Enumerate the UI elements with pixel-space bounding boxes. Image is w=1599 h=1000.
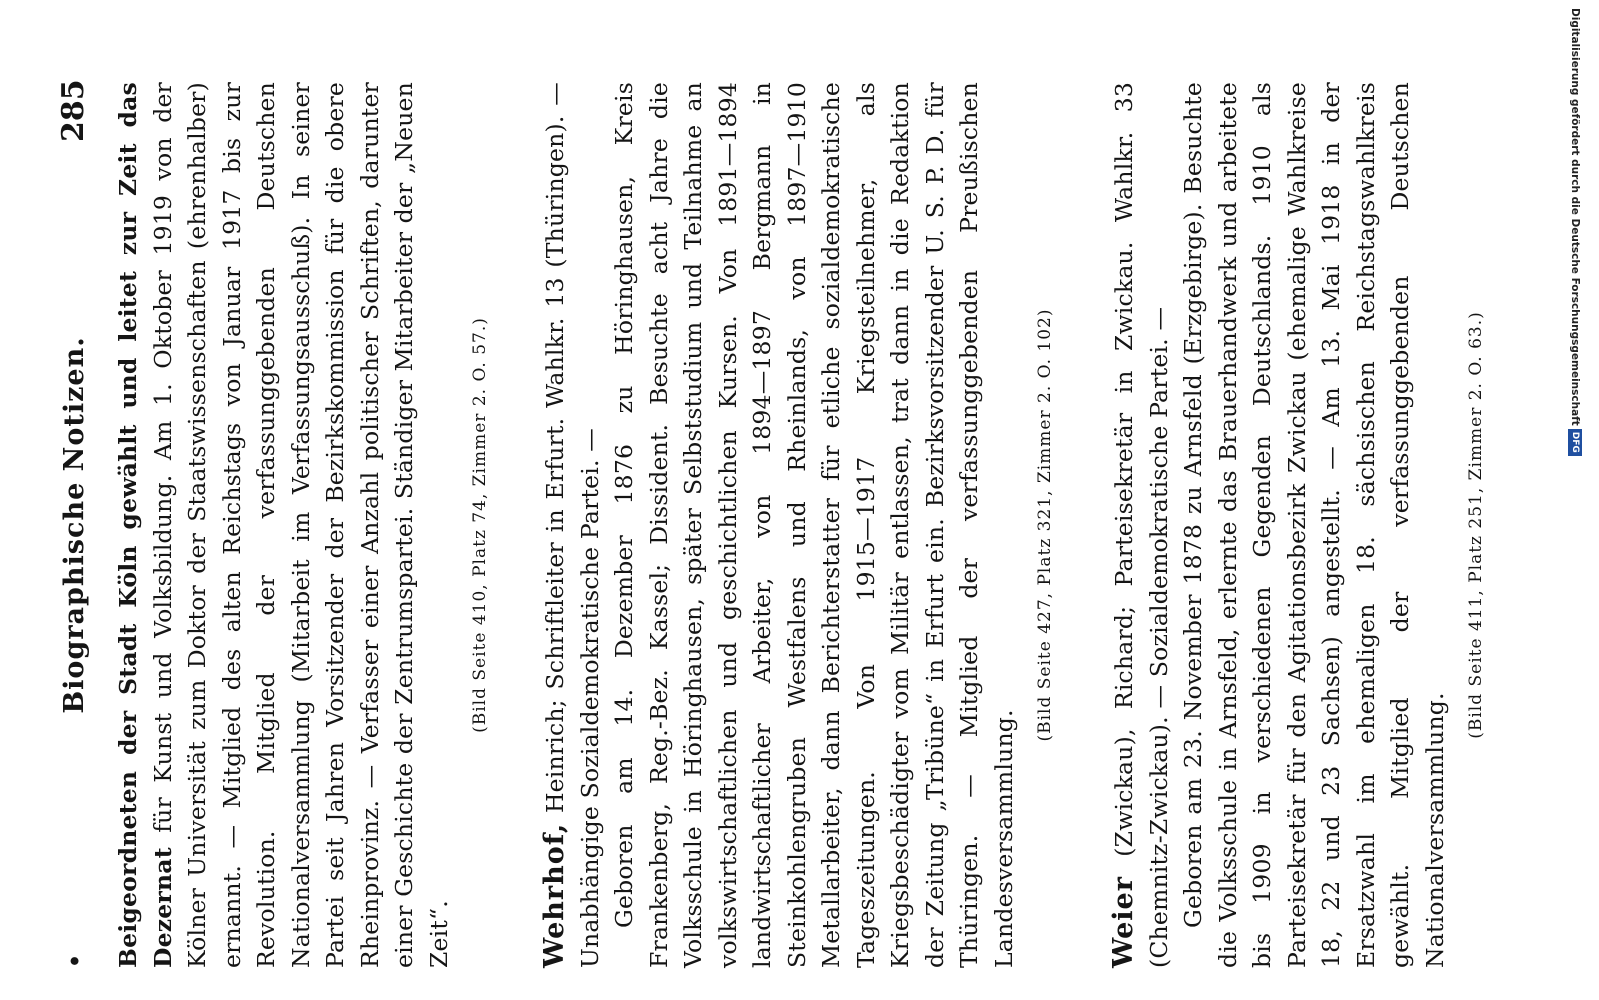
page-title: Biographische Notizen.	[59, 336, 90, 714]
page-number: 285	[56, 79, 91, 143]
entry-paragraph	[111, 82, 456, 968]
biography-entry-weier	[1107, 82, 1486, 968]
entry-body: für Kunst und Volksbildung. Am 1. Oktober 1919 von der Kölner Universität zum Doktor der Staatswissenschaften (ehrenhalber) ernannt. — Mitglied des alten Reichstags von Januar 1917 bis zur Revolution. Mitglied der verfassunggebenden Deutschen Nationalversammlung (Mitarbeit im Verfassungsausschuß). In seiner Partei seit Jahren Vorsitzender der Bezirkskommission für die obere Rheinprovinz. — Verfasser einer Anzahl politischer Schriften, darunter einer Geschichte der Zentrumspartei. Ständiger Mitarbeiter der „Neuen Zeit“.	[148, 82, 453, 968]
entry-intro: (Zwickau), Richard; Parteisekretär in Zwickau. Wahlkr. 33 (Chemnitz-Zwickau). — Sozialdemokratische Partei. —	[1110, 81, 1173, 968]
page-header	[56, 79, 91, 968]
digitization-credit-text	[1565, 8, 1585, 988]
biography-entry-wehrhof	[538, 82, 1055, 968]
entry-heading	[538, 82, 607, 968]
entry-lead: Beigeordneten der Stadt Köln gewählt und leitet zur Zeit das Dezernat	[114, 82, 177, 968]
entry-name: Weier	[1108, 876, 1139, 968]
credit-text: Digitalisierung gefördert durch die Deutsche Forschungsgemeinschaft	[1569, 8, 1581, 426]
entry-heading	[1107, 82, 1176, 968]
biography-entry-continued	[111, 82, 490, 968]
entry-body: Geboren am 14. Dezember 1876 zu Höringhausen, Kreis Frankenberg, Reg.-Bez. Kassel; Dissident. Besuchte acht Jahre die Volksschule in Höringhausen, später Selbststudium und Teilnahme an volkswirtschaftlichen und geschichtlichen Kursen. Von 1891—1894 landwirtschaftlicher Arbeiter, von 1894—1897 Bergmann in Steinkohlengruben Westfalens und Rheinlands, von 1897—1910 Metallarbeiter, dann Berichterstatter für etliche sozialdemokratische Tageszeitungen. Von 1915—1917 Kriegsteilnehmer, als Kriegsbeschädigter vom Militär entlassen, trat dann in die Redaktion der Zeitung „Tribüne“ in Erfurt ein. Bezirksvorsitzender U. S. P. D. für Thüringen. — Mitglied der verfassunggebenden Preußischen Landesversammlung.	[610, 82, 1018, 968]
dfg-logo-icon: DFG	[1568, 429, 1582, 456]
image-reference: (Bild Seite 410, Platz 74, Zimmer 2. O. 57.)	[470, 317, 490, 733]
book-page	[50, 60, 1486, 1000]
leading-dot: •	[63, 953, 89, 968]
image-reference: (Bild Seite 427, Platz 321, Zimmer 2. O. 102)	[1035, 308, 1055, 742]
entry-body: Geboren am 23. November 1878 zu Arnsfeld (Erzgebirge). Besuchte die Volksschule in Arnsfeld, erlernte das Brauerhandwerk und arbeitete bis 1909 in verschiedenen Gegenden Deutschlands. 1910 als Parteisekretär für den Agitationsbezirk Zwickau (ehemalige Wahlkreise 18, 22 und 23 Sachsen) angestellt. — Am 13. Mai 1918 in der Ersatzwahl im ehemaligen 18. sächsischen Reichstagswahlkreis gewählt. Mitglied der verfassunggebenden Deutschen Nationalversammlung.	[1179, 82, 1449, 968]
entry-name: Wehrhof,	[539, 822, 570, 968]
image-reference: (Bild Seite 411, Platz 251, Zimmer 2. O. 63.)	[1466, 311, 1486, 739]
entry-intro: Heinrich; Schriftleiter in Erfurt. Wahlkr. 13 (Thüringen). — Unabhängige Sozialdemokratische Partei. —	[541, 82, 604, 968]
digitization-credit	[1565, 8, 1585, 988]
